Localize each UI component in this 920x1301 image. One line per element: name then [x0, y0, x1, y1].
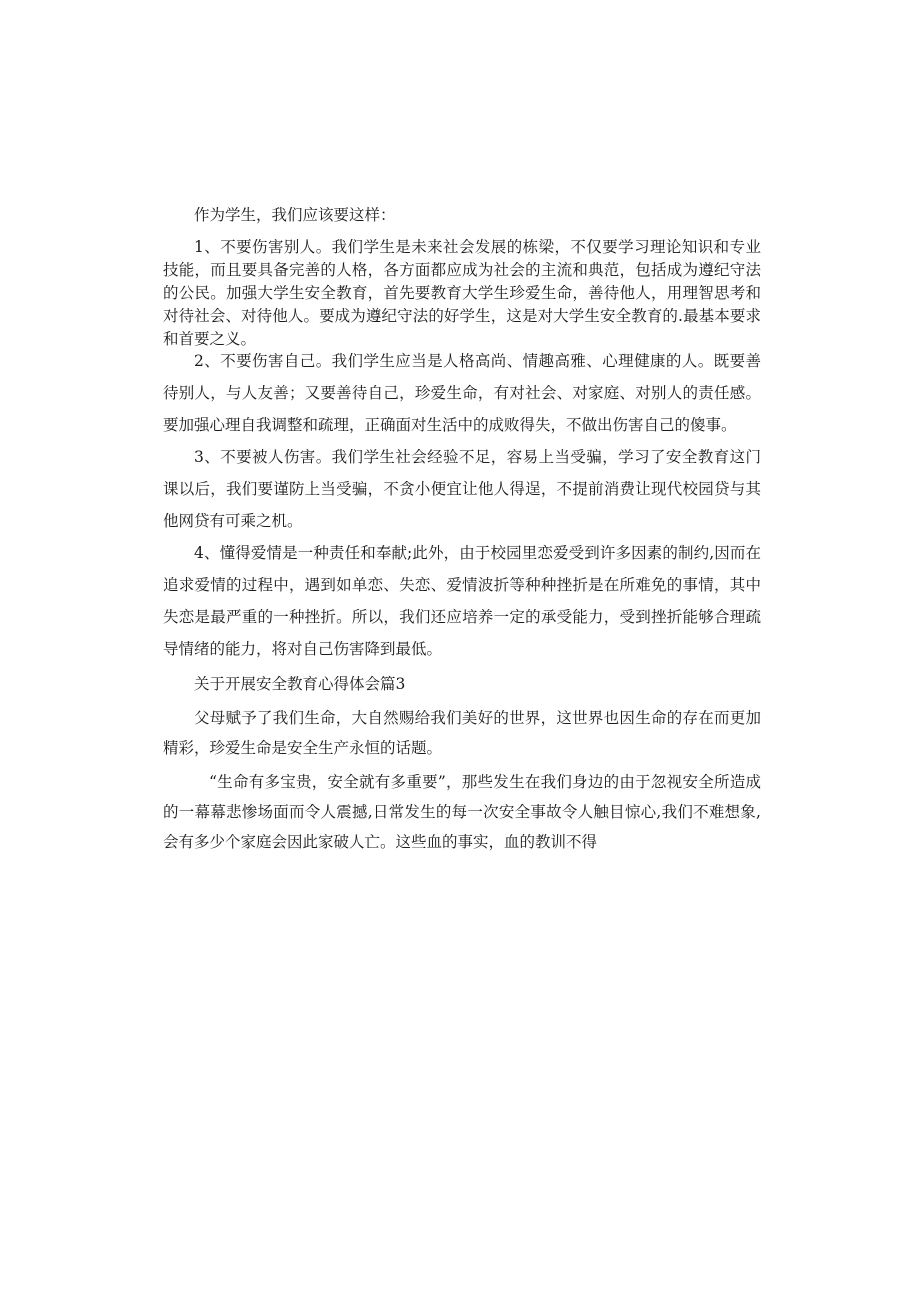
point-3-paragraph: 3、不要被人伤害。我们学生社会经验不足，容易上当受骗，学习了安全教育这门课以后，我们要谨防上当受骗，不贪小便宜让他人得逞，不提前消费让现代校园贷与其他网贷有可乘之机。 [163, 448, 761, 530]
point-2-paragraph: 2、不要伤害自己。我们学生应当是人格高尚、情趣高雅、心理健康的人。既要善待别人，与人友善；又要善待自己，珍爱生命，有对社会、对家庭、对别人的责任感。要加强心理自我调整和疏理，正确面对生活中的成败得失，不做出伤害自己的傻事。 [163, 352, 761, 434]
quote-paragraph: “生命有多宝贵，安全就有多重要”，那些发生在我们身边的由于忽视安全所造成的一幕幕悲惨场面而令人震撼,日常发生的每一次安全事故令人触目惊心,我们不难想象,会有多少个家庭会因此家破人亡。这些血的事实，血的教训不得 [163, 773, 761, 851]
intro-paragraph: 作为学生，我们应该要这样： [194, 206, 396, 224]
life-paragraph: 父母赋予了我们生命，大自然赐给我们美好的世界，这世界也因生命的存在而更加精彩，珍爱生命是安全生产永恒的话题。 [163, 709, 761, 757]
point-4-paragraph: 4、懂得爱情是一种责任和奉献;此外，由于校园里恋爱受到许多因素的制约,因而在追求爱情的过程中，遇到如单恋、失恋、爱情波折等种种挫折是在所难免的事情，其中失恋是最严重的一种挫折。所以，我们还应培养一定的承受能力，受到挫折能够合理疏导情绪的能力，将对自己伤害降到最低。 [163, 544, 761, 658]
point-1-paragraph: 1、不要伤害别人。我们学生是未来社会发展的栋梁，不仅要学习理论知识和专业技能，而且要具备完善的人格，各方面都应成为社会的主流和典范，包括成为遵纪守法的公民。加强大学生安全教育，首先要教育大学生珍爱生命，善待他人，用理智思考和对待社会、对待他人。要成为遵纪守法的好学生，这是对大学生安全教育的.最基本要求和首要之义。 [163, 238, 761, 348]
section-title: 关于开展安全教育心得体会篇3 [194, 675, 406, 693]
